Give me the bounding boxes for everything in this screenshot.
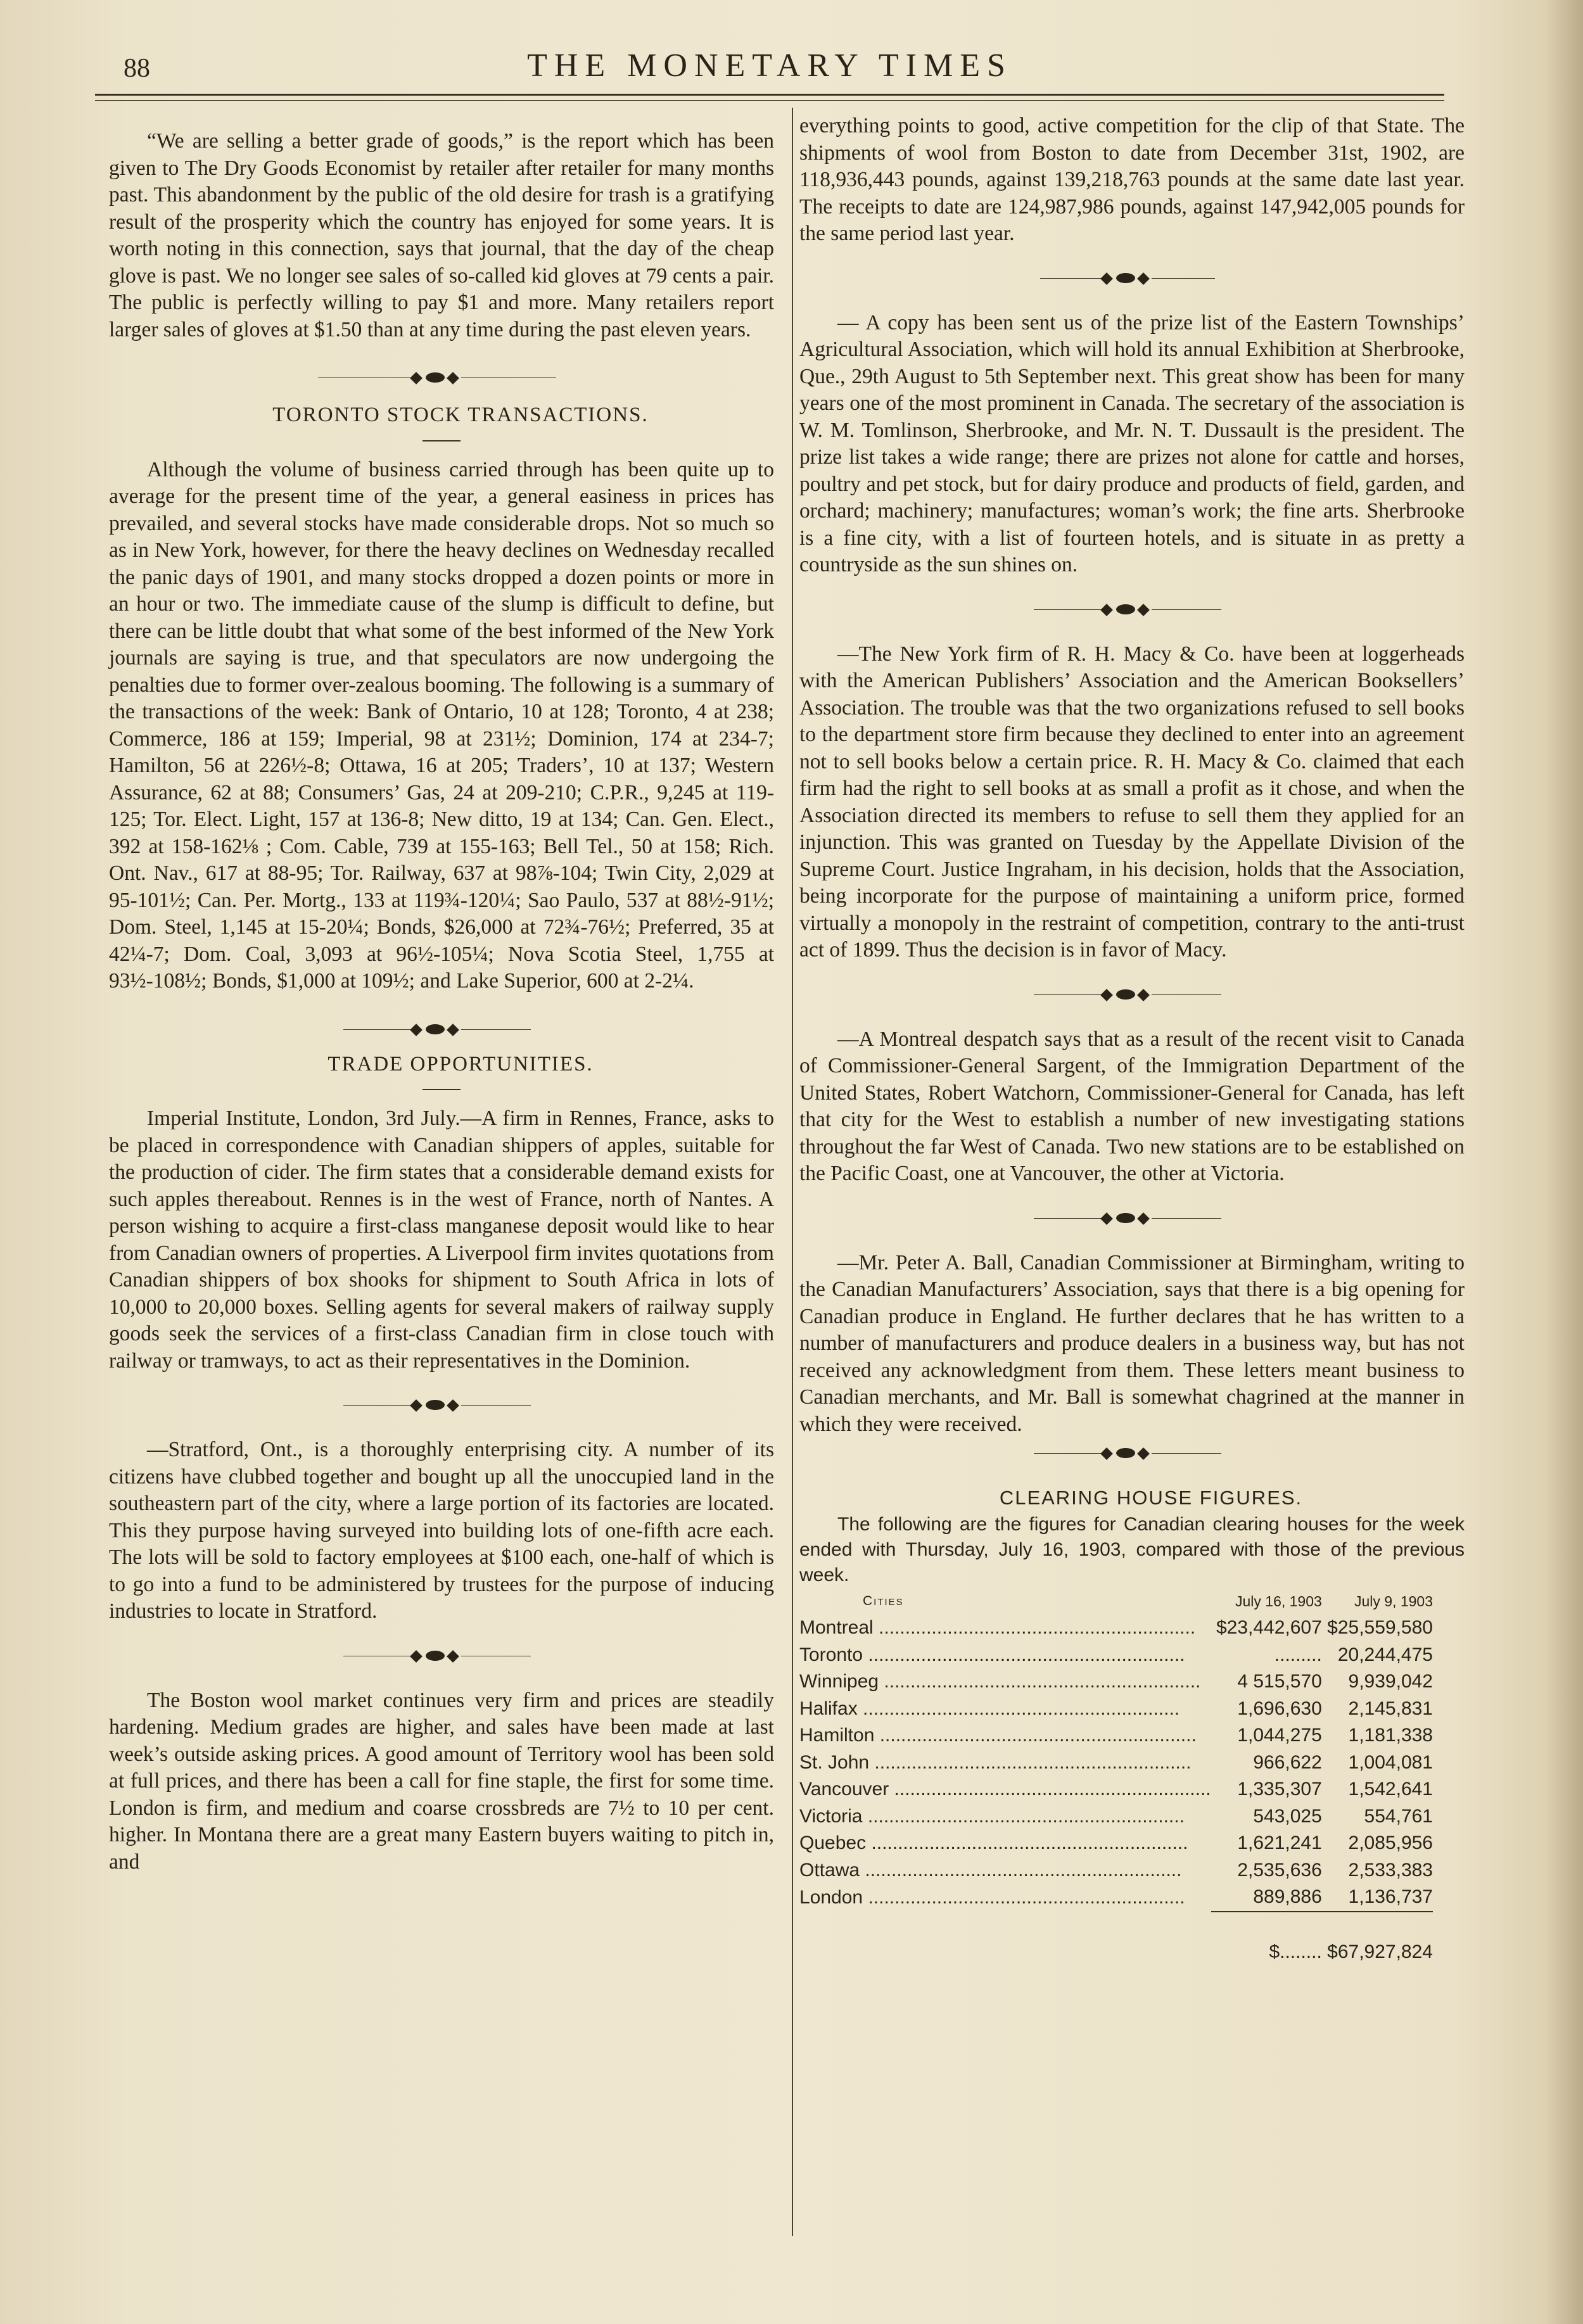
clearing-house-table: [799, 1588, 1433, 1967]
boston-paragraph: The Boston wool market continues very firm and prices are steadily hardening. Medium grades are higher, and sales have been made at last week’s outside asking prices. A good amount of Territory wool has been sold at full prices, and there has been a call for fine staple, the first for some time. London is firm, and medium and coarse crossbreds are 7½ to 10 per cent. higher. In Montana there are a great many Eastern buyers waiting to pitch in, and: [109, 1688, 774, 1874]
city-name: London ............................................................: [799, 1886, 1185, 1908]
city-name: Hamilton ............................................................: [799, 1725, 1197, 1746]
header-rule: [95, 94, 1444, 96]
table-row: [799, 1696, 1433, 1723]
eastern-townships-paragraph: — A copy has been sent us of the prize list of the Eastern Townships’ Agricultural Association, which will hold its annual Exhibition at Sherbrooke, Que., 29th August to 5th September next. This great show has been for many years one of the most prominent in Canada. The secretary of the association is W. M. Tomlinson, Sherbrooke, and Mr. N. T. Dussault is the president. The prize list takes a wide range; there are prizes not alone for cattle and horses, poultry and pet stock, but for dairy produce and products of field, garden, and orchard; machinery; manufactures; woman’s work; the fine arts. Sherbrooke is a fine city, with a list of fourteen hotels, and is situate in as pretty a countryside as the sun shines on.: [799, 310, 1465, 576]
value-july-16: 4 515,570: [1237, 1671, 1322, 1692]
column-header-cities: Cities: [863, 1593, 904, 1608]
clearing-house-intro: The following are the figures for Canadian clearing houses for the week ended with Thursday, July 16, 1903, compared with those of the previous week.: [799, 1513, 1465, 1585]
value-july-9: $25,559,580: [1327, 1617, 1433, 1638]
section-ornament: [799, 1209, 1465, 1228]
boston-continued-paragraph: everything points to good, active competition for the clip of that State. The shipments of wool from Boston to date from December 31st, 1902, are 118,936,443 pounds, against 139,218,763 pounds at the same date last year. The receipts to date are 124,987,986 pounds, against 147,942,005 pounds for the same period last year.: [799, 114, 1465, 245]
value-july-16: $23,442,607: [1216, 1617, 1322, 1638]
left-column: [109, 120, 774, 1876]
city-name: Winnipeg ............................................................: [799, 1671, 1201, 1692]
value-july-9: 2,145,831: [1348, 1698, 1433, 1719]
value-july-16: 1,621,241: [1237, 1832, 1322, 1853]
value-july-9: 1,004,081: [1348, 1751, 1433, 1773]
table-row: [799, 1884, 1433, 1912]
table-row: [799, 1803, 1433, 1831]
table-row: [799, 1722, 1433, 1749]
total-rule-row: [799, 1912, 1433, 1938]
value-july-9: 9,939,042: [1348, 1671, 1433, 1692]
macy-paragraph: —The New York firm of R. H. Macy & Co. have been at loggerheads with the American Publishers’ Association and the American Booksellers’ Association. The trouble was that the two organizations refused to sell books to the department store firm because they declined to enter into an agreement not to sell books below a certain price. R. H. Macy & Co. claimed that each firm had the right to sell books at as small a profit as it chose, and when the Association directed its members to refuse to sell them they applied for an injunction. This was granted on Tuesday by the Appellate Division of the Supreme Court. Justice Ingraham, in his decision, holds that the Association, being incorporate for the purpose of maintaining a uniform price, formed virtually a monopoly in the restraint of competition, contrary to the anti-trust act of 1899. Thus the decision is in favor of Macy.: [799, 642, 1465, 962]
right-column: [799, 114, 1465, 1967]
table-row: [799, 1749, 1433, 1777]
toronto-heading: TORONTO STOCK TRANSACTIONS.: [272, 403, 649, 426]
section-ornament: [799, 986, 1465, 1005]
value-july-16: 1,044,275: [1237, 1725, 1322, 1746]
total-july-16: $........: [1269, 1941, 1322, 1963]
section-ornament: [109, 369, 774, 388]
table-row: [799, 1857, 1433, 1884]
masthead: THE MONETARY TIMES: [527, 48, 1012, 84]
value-july-9: 2,085,956: [1348, 1832, 1433, 1853]
section-ornament: [799, 600, 1465, 619]
page-number: 88: [124, 54, 150, 83]
value-july-16: 1,696,630: [1237, 1698, 1322, 1719]
total-july-9: $67,927,824: [1327, 1941, 1433, 1963]
value-july-9: 1,181,338: [1348, 1725, 1433, 1746]
section-ornament: [799, 269, 1465, 288]
value-july-16: 2,535,636: [1237, 1859, 1322, 1881]
heading-rule: [423, 440, 461, 441]
page-header: [95, 44, 1444, 89]
toronto-paragraph: Although the volume of business carried through has been quite up to average for the present time of the year, a general easiness in prices has prevailed, and several stocks have made considerable drops. Not so much so as in New York, however, for there the heavy declines on Wednesday recalled the panic days of 1901, and many stocks dropped a dozen points or more in an hour or two. The immediate cause of the slump is difficult to define, but there can be little doubt that what some of the best informed of the New York journals are saying is true, and that speculators are now undergoing the penalties due to former over-zealous booming. The following is a summary of the transactions of the week: Bank of Ontario, 10 at 128; Toronto, 4 at 238; Commerce, 186 at 159; Imperial, 98 at 231½; Dominion, 174 at 234-7; Hamilton, 56 at 226½-8; Ottawa, 16 at 205; Traders’, 10 at 137; Western Assurance, 62 at 88; Consumers’ Gas, 24 at 209-210; C.P.R., 9,245 at 119-125; Tor. Elect. Light, 157 at 136-8; New ditto, 19 at 134; Can. Gen. Elect., 392 at 158-162⅛ ; Com. Cable, 739 at 155-163; Bell Tel., 50 at 158; Rich. Ont. Nav., 617 at 88-95; Tor. Railway, 637 at 98⅞-104; Twin City, 2,029 at 95-101½; Can. Per. Mortg., 133 at 119¾-120¼; Sao Paulo, 537 at 88½-91½; Dom. Steel, 1,145 at 15-20¼; Bonds, $26,000 at 72¾-76½; Preferred, 35 at 42¼-7; Dom. Coal, 3,093 at 96½-105¼; Nova Scotia Steel, 1,755 at 93½-108½; Bonds, $1,000 at 109½; and Lake Superior, 600 at 2-2¼.: [109, 457, 774, 993]
value-july-16: 1,335,307: [1237, 1779, 1322, 1800]
section-ornament: [109, 1020, 774, 1039]
total-row: [799, 1938, 1433, 1967]
header-rule-thin: [95, 100, 1444, 101]
clearing-house-heading: CLEARING HOUSE FIGURES.: [999, 1487, 1303, 1509]
column-header-july-9: July 9, 1903: [1354, 1592, 1433, 1610]
table-row: [799, 1776, 1433, 1803]
trade-heading: TRADE OPPORTUNITIES.: [327, 1052, 594, 1076]
montreal-paragraph: —A Montreal despatch says that as a result of the recent visit to Canada of Commissioner-General Sargent, of the Immigration Department of the United States, Robert Watchorn, Commissioner-General for Canada, has left that city for the West to establish a number of new investigating stations throughout the far West of Canada. Two new stations are to be established on the Pacific Coast, one at Vancouver, the other at Victoria.: [799, 1027, 1465, 1185]
table-header-row: [799, 1588, 1433, 1615]
city-name: Victoria ............................................................: [799, 1805, 1185, 1827]
heading-rule: [423, 1089, 461, 1090]
table-row: [799, 1615, 1433, 1642]
dry-goods-paragraph: “We are selling a better grade of goods,” is the report which has been given to The Dry Goods Economist by retailer after retailer for many months past. This abandonment by the public of the old desire for trash is a gratifying result of the prosperity which the country has enjoyed for some years. It is worth noting in this connection, says that journal, that the day of the cheap glove is past. We no longer see sales of so-called kid gloves at 79 cents a pair. The public is perfectly willing to pay $1 and more. Many retailers report larger sales of gloves at $1.50 than at any time during the past eleven years.: [109, 129, 774, 341]
ball-paragraph: —Mr. Peter A. Ball, Canadian Commissioner at Birmingham, writing to the Canadian Manufacturers’ Association, says that there is a big opening for Canadian produce in England. He further declares that he has written to a number of manufacturers and produce dealers in a business way, but has not received any acknowledgment from them. These letters meant business to Canadian merchants, and Mr. Ball is somewhat chagrined at the manner in which they were received.: [799, 1250, 1465, 1436]
value-july-9: 1,542,641: [1348, 1779, 1433, 1800]
value-july-16: 889,886: [1253, 1886, 1322, 1907]
city-name: Ottawa ............................................................: [799, 1859, 1182, 1881]
value-july-16: 543,025: [1253, 1805, 1322, 1827]
table-row: [799, 1642, 1433, 1669]
value-july-9: 20,244,475: [1337, 1644, 1433, 1665]
value-july-9: 2,533,383: [1348, 1859, 1433, 1881]
city-name: Vancouver ............................................................: [799, 1779, 1211, 1800]
value-july-9: 554,761: [1364, 1805, 1433, 1827]
section-ornament: [799, 1444, 1465, 1463]
value-july-9: 1,136,737: [1348, 1886, 1433, 1907]
city-name: St. John ............................................................: [799, 1751, 1192, 1773]
table-row: [799, 1830, 1433, 1857]
city-name: Quebec ............................................................: [799, 1832, 1188, 1853]
page-edge-shadow: [1545, 0, 1583, 2324]
section-ornament: [109, 1396, 774, 1415]
column-header-july-16: July 16, 1903: [1235, 1592, 1322, 1610]
trade-paragraph: Imperial Institute, London, 3rd July.—A firm in Rennes, France, asks to be placed in correspondence with Canadian shippers of apples, suitable for the production of cider. The firm states that a considerable demand exists for such apples thereabout. Rennes is in the west of France, north of Nantes. A person wishing to acquire a first-class manganese deposit would like to hear from Canadian owners of properties. A Liverpool firm invites quotations from Canadian shippers of box shooks for shipment to South Africa in lots of 10,000 to 20,000 boxes. Selling agents for several makers of railway supply goods seek the services of a first-class Canadian firm in close touch with railway or tramways, to act as their representatives in the Dominion.: [109, 1107, 774, 1373]
stratford-paragraph: —Stratford, Ont., is a thoroughly enterprising city. A number of its citizens have clubbed together and bought up all the unoccupied land in the southeastern part of the city, where a large portion of its factories are located. This they purpose having surveyed into building lots of one-fifth acre each. The lots will be sold to factory employees at $100 each, one-half of which is to go into a fund to be administered by trustees for the purpose of inducing industries to locate in Stratford.: [109, 1438, 774, 1623]
value-july-16: .........: [1274, 1644, 1322, 1665]
city-name: Halifax ............................................................: [799, 1698, 1180, 1719]
city-name: Montreal ............................................................: [799, 1617, 1196, 1638]
column-divider: [792, 108, 793, 2236]
city-name: Toronto ............................................................: [799, 1644, 1185, 1665]
section-ornament: [109, 1647, 774, 1666]
value-july-16: 966,622: [1253, 1751, 1322, 1773]
table-row: [799, 1668, 1433, 1696]
